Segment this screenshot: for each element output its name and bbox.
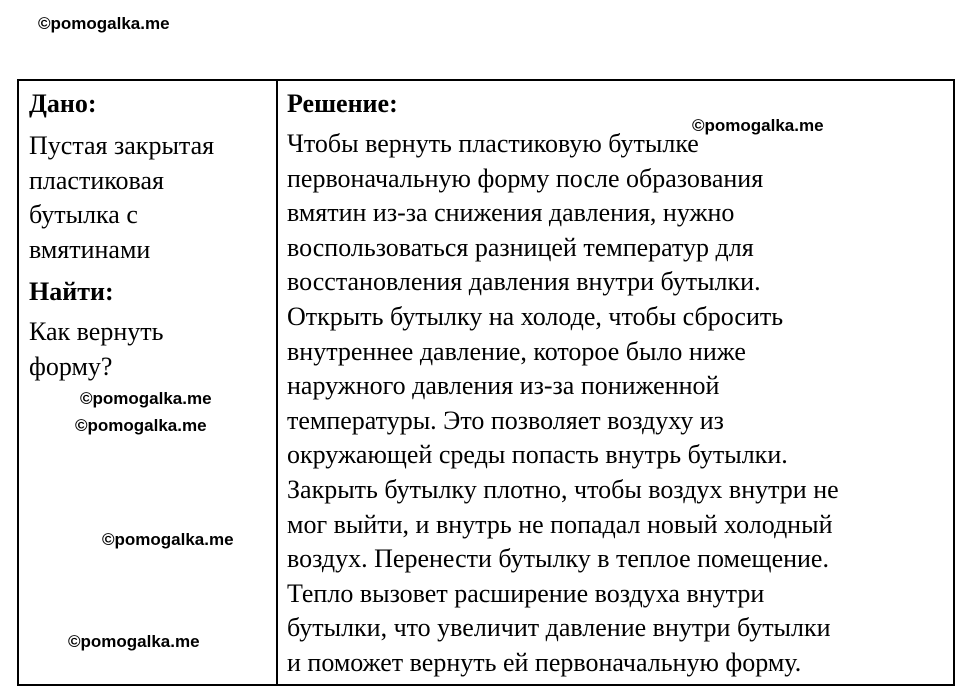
column-divider bbox=[276, 81, 278, 684]
watermark-left-1: ©pomogalka.me bbox=[80, 389, 212, 408]
given-line: вмятинами bbox=[29, 234, 151, 264]
given-heading: Дано: bbox=[29, 89, 97, 118]
given-find-column bbox=[29, 87, 269, 385]
solution-line: мог выйти, и внутрь не попадал новый холодный bbox=[287, 509, 833, 539]
solution-text bbox=[287, 127, 955, 681]
watermark-left-4: ©pomogalka.me bbox=[68, 632, 200, 651]
given-line: пластиковая bbox=[29, 165, 164, 195]
solution-line: первоначальную форму после образования bbox=[287, 163, 764, 193]
find-text bbox=[29, 315, 269, 384]
watermark-left-2: ©pomogalka.me bbox=[75, 416, 207, 435]
solution-heading: Решение: bbox=[287, 89, 398, 118]
solution-line: воспользоваться разницей температур для bbox=[287, 232, 754, 262]
watermark-left-3: ©pomogalka.me bbox=[102, 530, 234, 549]
given-text bbox=[29, 129, 269, 267]
find-line: Как вернуть bbox=[29, 317, 164, 347]
solution-line: воздух. Перенести бутылку в теплое помещение. bbox=[287, 544, 829, 574]
solution-line: восстановления давления внутри бутылки. bbox=[287, 267, 761, 297]
solution-line: температуры. Это позволяет воздуху из bbox=[287, 405, 724, 435]
solution-line: вмятин из-за снижения давления, нужно bbox=[287, 198, 735, 228]
watermark-solution: ©pomogalka.me bbox=[692, 116, 824, 135]
solution-line: Открыть бутылку на холоде, чтобы сбросить bbox=[287, 301, 784, 331]
solution-line: бутылки, что увеличит давление внутри бутылки bbox=[287, 613, 831, 643]
solution-line: окружающей среды попасть внутрь бутылки. bbox=[287, 440, 788, 470]
solution-column bbox=[287, 87, 955, 681]
solution-line: и поможет вернуть ей первоначальную форму. bbox=[287, 647, 802, 677]
solution-line: Тепло вызовет расширение воздуха внутри bbox=[287, 578, 765, 608]
solution-line: внутреннее давление, которое было ниже bbox=[287, 336, 746, 366]
problem-table bbox=[17, 79, 955, 686]
find-line: форму? bbox=[29, 351, 113, 381]
solution-line: наружного давления из-за пониженной bbox=[287, 371, 720, 401]
given-line: Пустая закрытая bbox=[29, 131, 215, 160]
find-heading: Найти: bbox=[29, 277, 114, 307]
solution-line: Закрыть бутылку плотно, чтобы воздух внутри не bbox=[287, 474, 839, 504]
given-line: бутылка с bbox=[29, 200, 138, 230]
solution-line: Чтобы вернуть пластиковую бутылке bbox=[287, 129, 699, 158]
watermark-top-left: ©pomogalka.me bbox=[38, 14, 170, 33]
